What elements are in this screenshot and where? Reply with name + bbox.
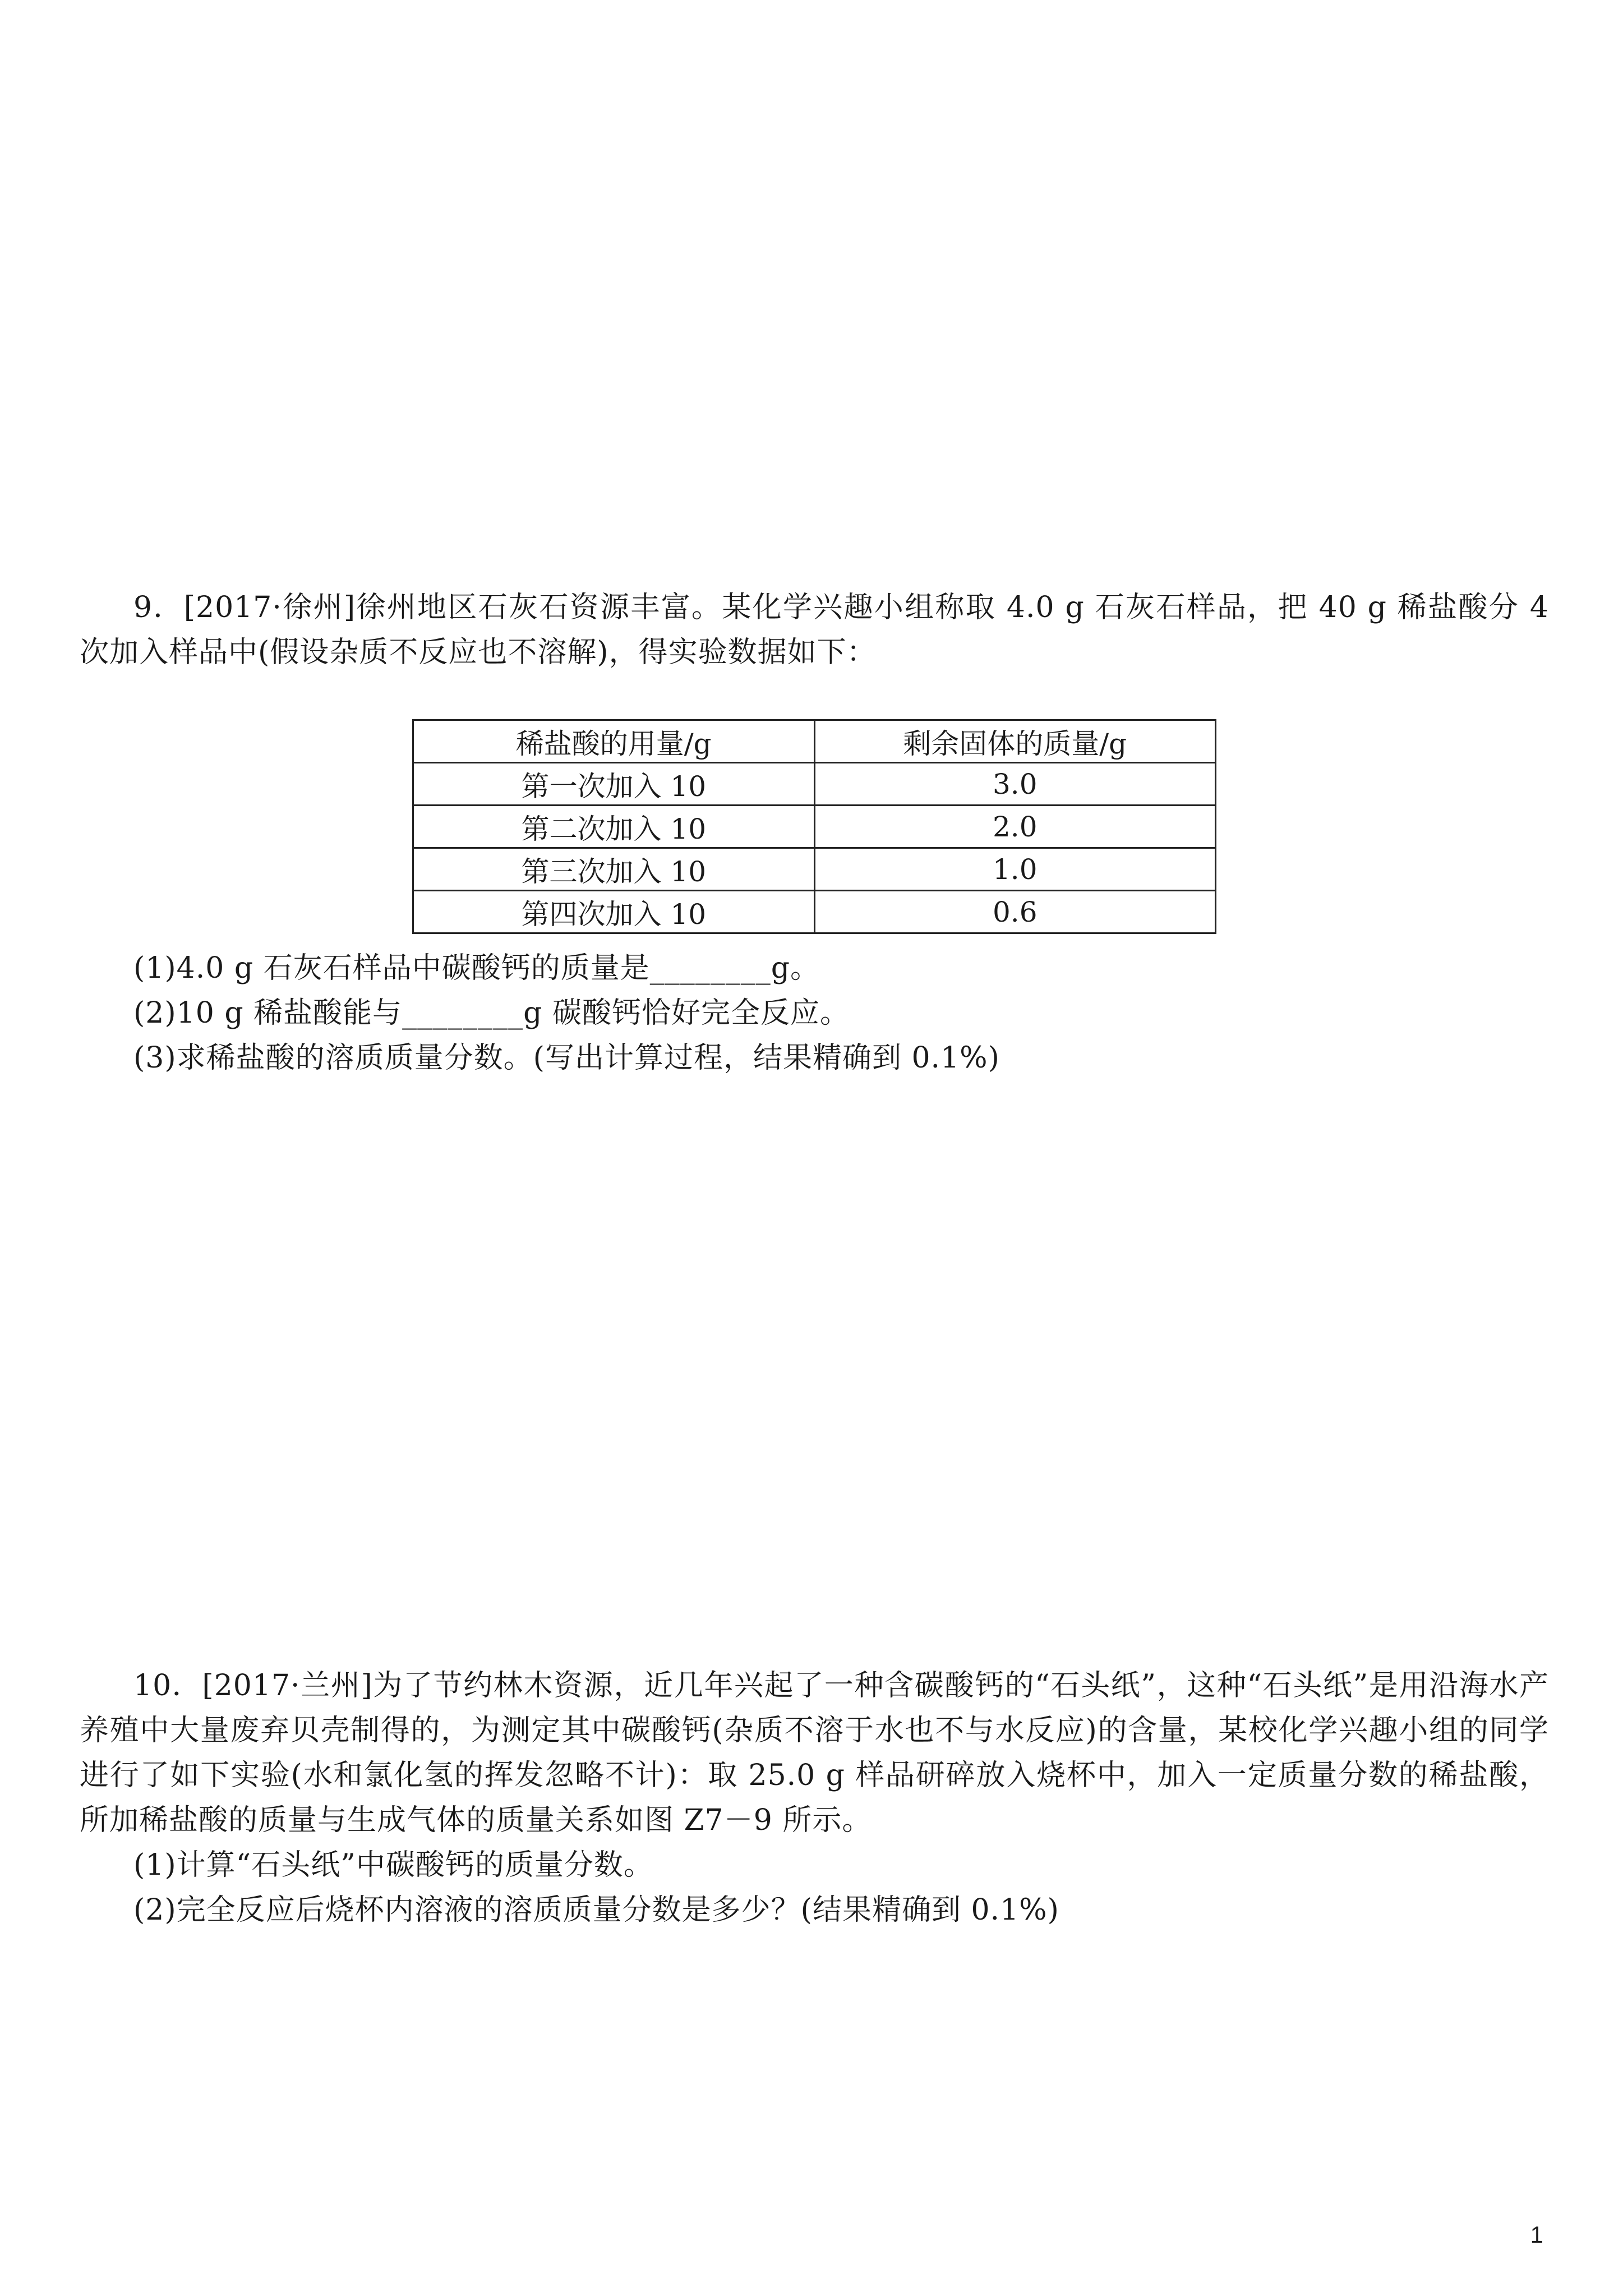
table-cell: 0.6 xyxy=(814,891,1216,933)
table-cell: 3.0 xyxy=(814,763,1216,806)
question-10-stem: 10．[2017·兰州]为了节约林木资源，近几年兴起了一种含碳酸钙的“石头纸”，这种“石头纸”是用沿海水产养殖中大量废弃贝壳制得的，为测定其中碳酸钙(杂质不溶于水也不与水反应)的含量，某校化学兴趣小组的同学进行了如下实验(水和氯化氢的挥发忽略不计)：取 25.0 g 样品研碎放入烧杯中，加入一定质量分数的稀盐酸，所加稀盐酸的质量与生成气体的质量关系如图 Z7－9 所示。 xyxy=(80,1669,1549,1837)
table-row xyxy=(413,806,1216,848)
table-row xyxy=(413,848,1216,891)
table-header-cell: 稀盐酸的用量/g xyxy=(413,720,815,763)
experiment-data-table xyxy=(412,719,1216,934)
table-cell: 第三次加入 10 xyxy=(413,848,815,891)
question-10-part-1: (1)计算“石头纸”中碳酸钙的质量分数。 xyxy=(133,1848,653,1882)
question-10-part-2: (2)完全反应后烧杯内溶液的溶质质量分数是多少？(结果精确到 0.1%) xyxy=(133,1893,1059,1927)
table-cell: 2.0 xyxy=(814,806,1216,848)
table-header-cell: 剩余固体的质量/g xyxy=(814,720,1216,763)
table-cell: 第二次加入 10 xyxy=(413,806,815,848)
question-9-part-1: (1)4.0 g 石灰石样品中碳酸钙的质量是________g。 xyxy=(133,951,820,985)
table-cell: 1.0 xyxy=(814,848,1216,891)
question-9-part-2: (2)10 g 稀盐酸能与________g 碳酸钙恰好完全反应。 xyxy=(133,996,850,1030)
table-cell: 第四次加入 10 xyxy=(413,891,815,933)
table-row xyxy=(413,891,1216,933)
table-row xyxy=(413,763,1216,806)
page-number: 1 xyxy=(1530,2221,1543,2248)
question-9-part-3: (3)求稀盐酸的溶质质量分数。(写出计算过程，结果精确到 0.1%) xyxy=(133,1041,1000,1075)
table-header-row xyxy=(413,720,1216,763)
question-9-stem: 9．[2017·徐州]徐州地区石灰石资源丰富。某化学兴趣小组称取 4.0 g 石灰石样品，把 40 g 稀盐酸分 4 次加入样品中(假设杂质不反应也不溶解)，得实验数据如下： xyxy=(80,591,1549,669)
table-cell: 第一次加入 10 xyxy=(413,763,815,806)
